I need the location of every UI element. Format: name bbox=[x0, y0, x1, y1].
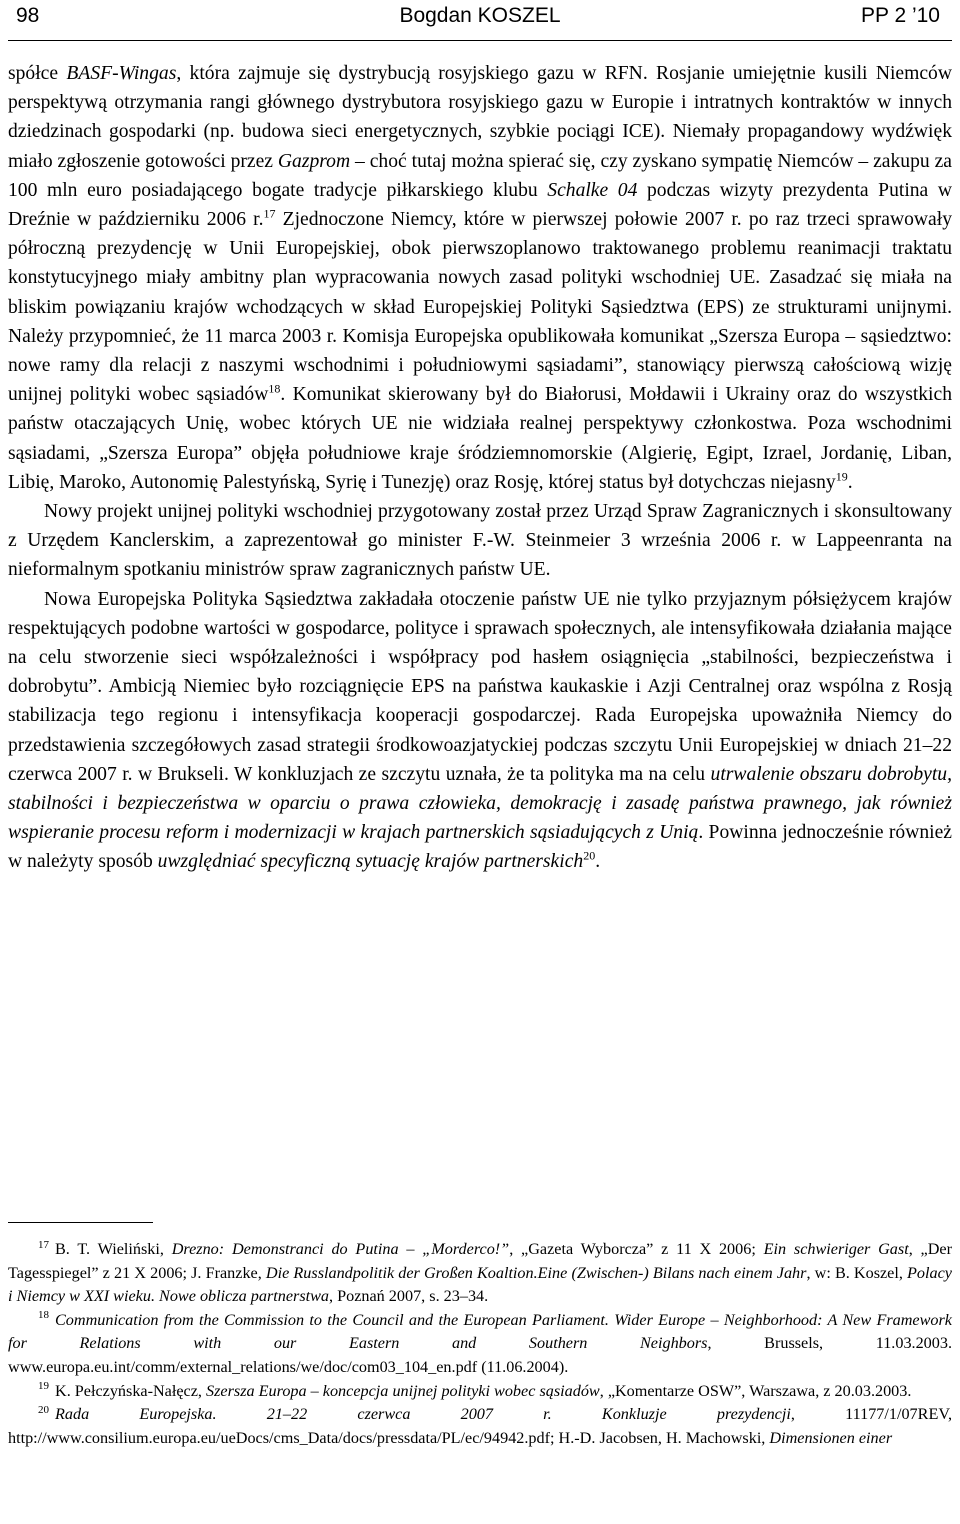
text-run: , „Der Tagesspiegel” z 21 X 2006; J. Franzke, bbox=[8, 1240, 952, 1282]
header-rule bbox=[8, 40, 952, 41]
footnote-18 bbox=[8, 1309, 952, 1380]
page-number: 98 bbox=[16, 4, 40, 27]
italic-run: Die Russlandpolitik der Großen Koaltion.Eine (Zwischen-) Bilans nach einem Jahr bbox=[265, 1263, 807, 1282]
paragraph-2: Nowy projekt unijnej polityki wschodniej przygotowany został przez Urząd Spraw Zagranicznych i skonsultowany z Urzędem Kanclerskim, a zaprezentował go minister F.-W. Steinmeier 3 września 2006 r. w Lappeenranta na nieformalnym spotkaniu ministrów spraw zagranicznych państw UE. bbox=[8, 501, 952, 581]
footnote-ref-20: 20 bbox=[583, 848, 596, 863]
italic-run: Rada Europejska. 21–22 czerwca 2007 r. Konkluzje prezydencji bbox=[55, 1405, 791, 1424]
italic-run: Szersza Europa – koncepcja unijnej polityki wobec sąsiadów bbox=[206, 1381, 600, 1400]
text-run: . bbox=[847, 471, 853, 493]
paragraph-3 bbox=[8, 585, 952, 877]
text-run: . Powinna jednocześnie również w należyty sposób bbox=[8, 822, 952, 873]
text-run: , która zajmuje się dystrybucją rosyjskiego gazu w RFN. Rosjanie umiejętnie kusili Niemców perspektywą otrzymania rangi głównego dystrybutora rosyjskiego gazu w Europie i intratnych kontraktów w innych dziedzinach gospodarki (np. budowa sieci energetycznych, szybkie pociągi ICE). Niemały propagandowy wydźwięk miało zgłoszenie gotowości przez bbox=[8, 63, 952, 172]
footnote-19 bbox=[8, 1380, 952, 1404]
text-run: K. Pełczyńska-Nałęcz, bbox=[55, 1381, 207, 1400]
text-run: , „Komentarze OSW”, Warszawa, z 20.03.2003. bbox=[599, 1381, 912, 1400]
running-head-author: Bogdan KOSZEL bbox=[399, 4, 561, 27]
italic-run: Communication from the Commission to the Council and the European Parliament. Wider Europe – Neighborhood: A New Framework for Relations with our Eastern and Southern Neighbors bbox=[8, 1310, 952, 1353]
text-run: spółce bbox=[8, 63, 67, 84]
paragraph-1 bbox=[8, 59, 952, 497]
footnote-number: 17 bbox=[38, 1238, 49, 1251]
footnote-number: 20 bbox=[38, 1403, 49, 1416]
text-run: . bbox=[595, 851, 601, 873]
running-header bbox=[8, 0, 952, 40]
footnote-ref-18: 18 bbox=[268, 381, 281, 396]
footnotes bbox=[8, 1238, 952, 1450]
footnote-ref-19: 19 bbox=[835, 469, 848, 484]
running-head-journal: PP 2 ’10 bbox=[860, 4, 940, 27]
italic-run: utrwalenie obszaru dobrobytu, stabilności i bezpieczeństwa w oparciu o prawa człowieka, demokrację i zasadę państwa prawnego, jak również wspieranie procesu reform i modernizacji w krajach partnerskich sąsiadujących z Unią bbox=[8, 763, 952, 844]
text-run: Zjednoczone Niemcy, które w pierwszej połowie 2007 r. po raz trzeci sprawowały półroczną prezydencję w Unii Europejskiej, obok pierwszoplanowo traktowanego problemu reanimacji traktatu konstytucyjnego miały ambitny plan wypracowania nowych zasad polityki wschodniej UE. Zasadzać się miała na bliskim powiązaniu krajów wchodzących w skład Europejskiej Polityki Sąsiedztwa (EPS) ze strukturami unijnymi. Należy przypomnieć, że 11 marca 2003 r. Komisja Europejska opublikowała komunikat „Szersza Europa – sąsiedztwo: nowe ramy dla relacji z naszymi wschodnimi i południowymi sąsiadami”, stanowiący pierwszą całościową wizję unijnej polityki wobec sąsiadów bbox=[8, 209, 952, 406]
italic-run: BASF-Wingas bbox=[66, 63, 177, 84]
text-run: , Brussels, 11.03.2003. www.europa.eu.int/comm/external_relations/we/doc/com03_104_en.pdf (11.06.2004). bbox=[8, 1334, 953, 1376]
text-run: , Poznań 2007, s. 23–34. bbox=[329, 1287, 489, 1306]
italic-run: Schalke 04 bbox=[547, 179, 638, 201]
text-run: podczas wizyty prezydenta Putina w Dreźnie w październiku 2006 r. bbox=[8, 179, 953, 231]
footnote-number: 19 bbox=[38, 1380, 49, 1393]
footnote-separator bbox=[8, 1222, 153, 1223]
text-run: – choć tutaj można spierać się, czy zyskano sympatię Niemców – zakupu za 100 mln euro posiadającego bogate tradycje piłkarskiego klubu bbox=[8, 150, 952, 201]
text-run: , w: B. Koszel, bbox=[806, 1263, 908, 1282]
text-run: Nowa Europejska Polityka Sąsiedztwa zakładała otoczenie państw UE nie tylko przyjaznym półsiężycem krajów respektujących podobne wartości w gospodarce, polityce i sprawach społecznych, ale intensyfikowała działania mające na celu stworzenie sieci współzależności i współpracy pod hasłem osiągnięcia „stabilności, bezpieczeństwa i dobrobytu”. Ambicją Niemiec było rozciągnięcie EPS na państwa kaukaskie i Azji Centralnej oraz wspólna z Rosją stabilizacja tego regionu i intensyfikacja kooperacji gospodarczej. Rada Europejska upoważniła Niemcy do przedstawienia szczegółowych zasad strategii środkowoazjatyckiej podczas szczytu Unii Europejskiej w dniach 21–22 czerwca 2007 r. w Brukseli. W konkluzjach ze szczytu uznała, że ta polityka ma na celu bbox=[8, 588, 952, 785]
text-run: B. T. Wieliński, bbox=[55, 1240, 172, 1258]
italic-run: Polacy i Niemcy w XXI wieku. Nowe oblicza partnerstwa bbox=[8, 1263, 952, 1306]
italic-run: Gazprom bbox=[277, 150, 351, 172]
text-run: , „Gazeta Wyborcza” z 11 X 2006; bbox=[509, 1240, 764, 1258]
footnote-ref-17: 17 bbox=[263, 206, 276, 221]
body-text bbox=[8, 59, 952, 877]
footnote-17 bbox=[8, 1238, 952, 1309]
italic-run: Ein schwieriger Gast bbox=[763, 1240, 909, 1258]
footnote-20 bbox=[8, 1403, 952, 1450]
text-run: , 11177/1/07REV, http://www.consilium.europa.eu/ueDocs/cms_Data/docs/pressdata/PL/ec/94942.pdf; H.-D. Jacobsen, H. Machowski, bbox=[8, 1405, 952, 1447]
italic-run: Drezno: Demonstranci do Putina – „Morderco!” bbox=[171, 1240, 510, 1258]
text-run: . Komunikat skierowany był do Białorusi, Mołdawii i Ukrainy oraz do wszystkich państw otaczających Unię, wobec których UE nie widziała realnej perspektywy członkostwa. Poza wschodnimi sąsiadami, „Szersza Europa” objęła południowe kraje śródziemnomorskie (Algierię, Egipt, Izrael, Jordanię, Liban, Libię, Maroko, Autonomię Palestyńską, Syrię i Tunezję) oraz Rosję, której status był dotychczas niejasny bbox=[8, 384, 952, 493]
italic-run: Dimensionen einer bbox=[769, 1428, 893, 1447]
italic-run: uwzględniać specyficzną sytuację krajów partnerskich bbox=[157, 851, 584, 873]
footnote-number: 18 bbox=[38, 1309, 49, 1322]
